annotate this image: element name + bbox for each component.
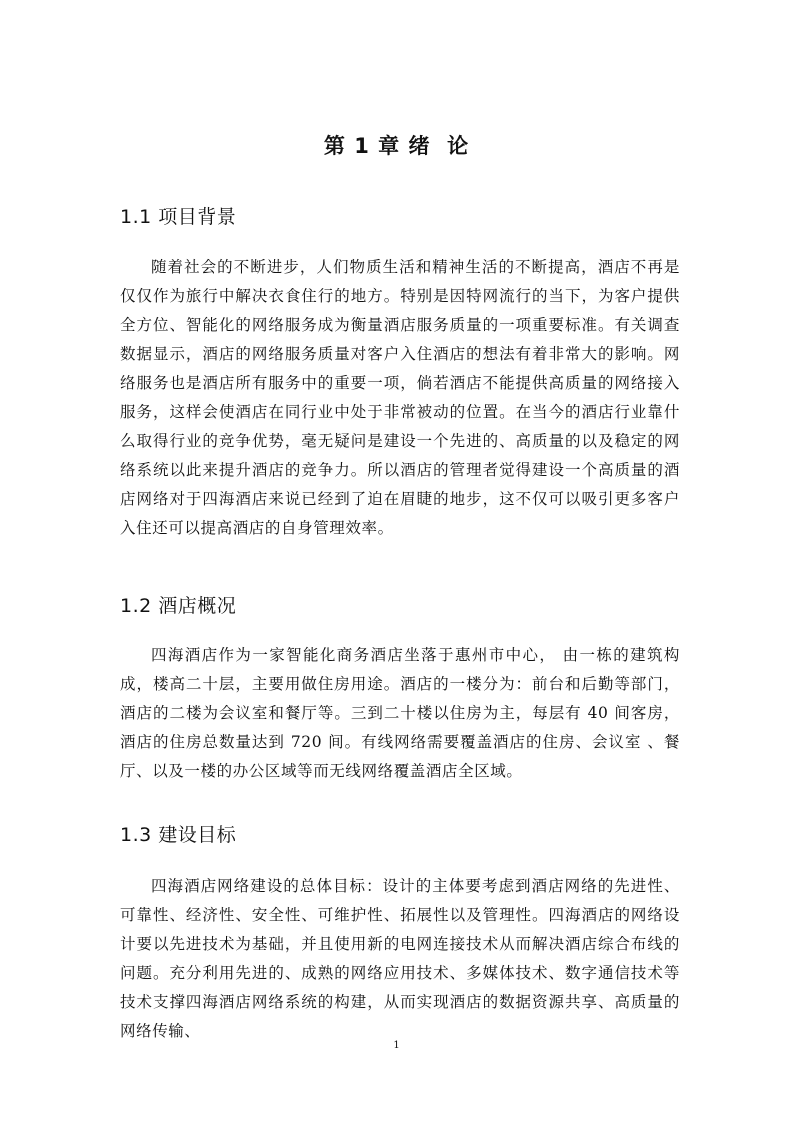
section-heading-1-1: 1.1 项目背景 [120, 206, 237, 228]
section-paragraph-1-3: 四海酒店网络建设的总体目标：设计的主体要考虑到酒店网络的先进性、可靠性、经济性、安全性、可维护性、拓展性以及管理性。四海酒店的网络设计要以先进技术为基础，并且使用新的电网连接技术从而解决酒店综合布线的问题。充分利用先进的、成熟的网络应用技术、多媒体技术、数字通信技术等技术支撑四海酒店网络系统的构建，从而实现酒店的数据资源共享、高质量的网络传输、 [120, 877, 680, 1040]
page-number: 1 [393, 1040, 400, 1051]
section-heading-1-2: 1.2 酒店概况 [120, 595, 237, 617]
chapter-title: 第 1 章 绪 论 [323, 134, 470, 158]
section-paragraph-1-2: 四海酒店作为一家智能化商务酒店坐落于惠州市中心， 由一栋的建筑构成，楼高二十层，主要用做住房用途。酒店的一楼分为：前台和后勤等部门，酒店的二楼为会议室和餐厅等。三到二十楼以住房为主，每层有 40 间客房，酒店的住房总数量达到 720 间。有线网络需要覆盖酒店的住房、会议室 、餐厅、以及一楼的办公区域等而无线网络覆盖酒店全区域。 [120, 646, 680, 780]
section-paragraph-1-1: 随着社会的不断进步，人们物质生活和精神生活的不断提高，酒店不再是仅仅作为旅行中解决衣食住行的地方。特别是因特网流行的当下，为客户提供全方位、智能化的网络服务成为衡量酒店服务质量的一项重要标准。有关调查数据显示，酒店的网络服务质量对客户入住酒店的想法有着非常大的影响。网络服务也是酒店所有服务中的重要一项，倘若酒店不能提供高质量的网络接入服务，这样会使酒店在同行业中处于非常被动的位置。在当今的酒店行业靠什么取得行业的竞争优势，毫无疑问是建设一个先进的、高质量的以及稳定的网络系统以此来提升酒店的竞争力。所以酒店的管理者觉得建设一个高质量的酒店网络对于四海酒店来说已经到了迫在眉睫的地步，这不仅可以吸引更多客户入住还可以提高酒店的自身管理效率。 [120, 258, 680, 537]
section-heading-1-3: 1.3 建设目标 [120, 824, 237, 846]
